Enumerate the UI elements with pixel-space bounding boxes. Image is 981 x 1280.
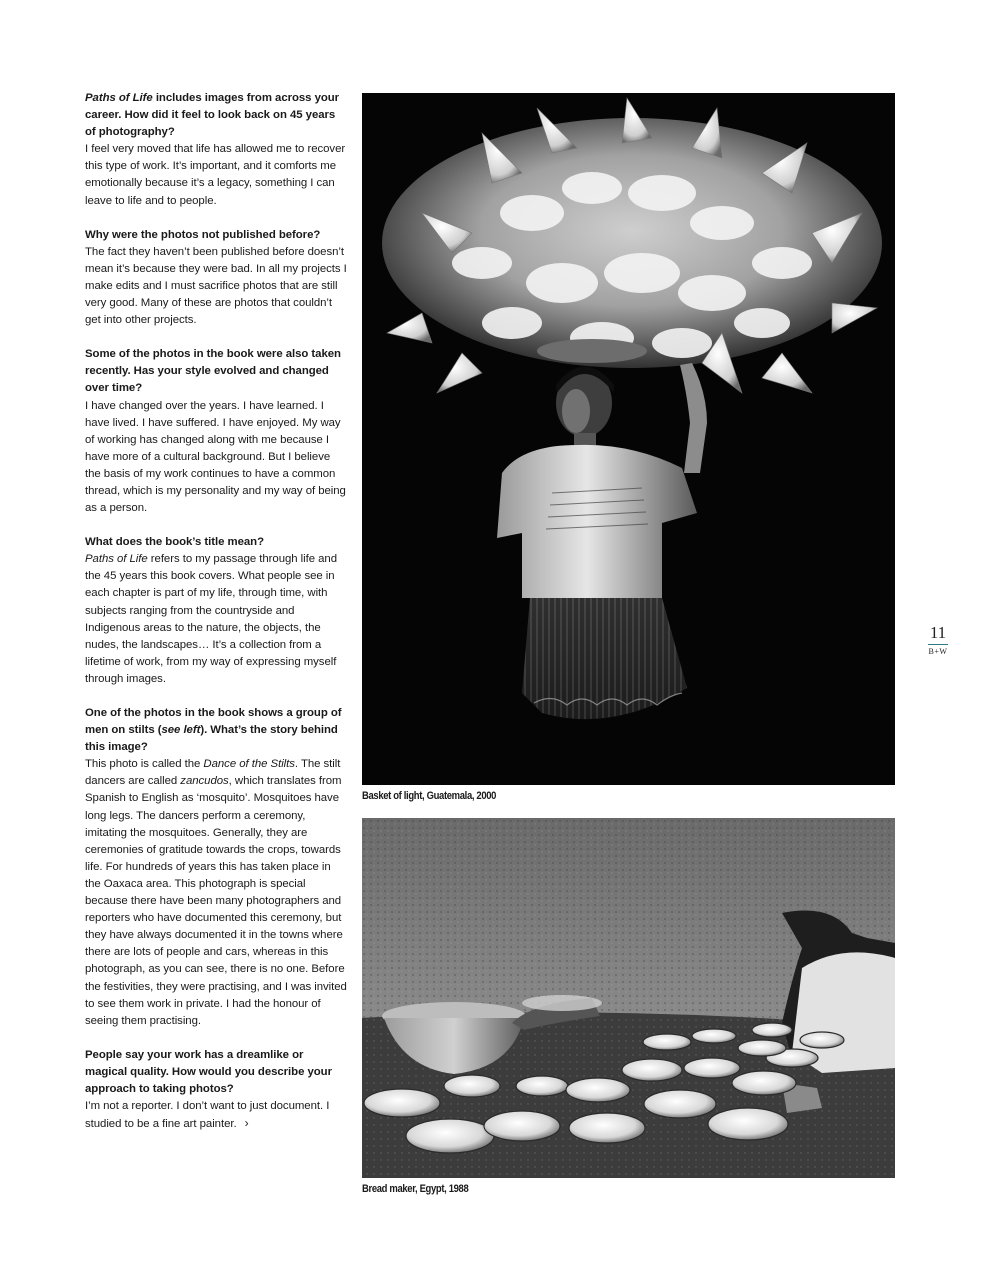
qa-block-2 <box>85 227 347 330</box>
photo-caption-bottom: Bread maker, Egypt, 1988 <box>362 1183 469 1195</box>
page-number: 11 <box>929 623 947 642</box>
article-body <box>85 90 347 1150</box>
answer: I feel very moved that life has allowed me to recover this type of work. It’s important, and it comforts me emotionally because it’s a legacy, something I can leave to life and to people. <box>85 143 346 207</box>
qa-block-6 <box>85 1047 347 1133</box>
qa-block-3 <box>85 346 347 517</box>
continue-arrow-icon: › <box>244 1116 249 1131</box>
magazine-mark: B+W <box>928 647 948 656</box>
photo-basket-of-light <box>362 93 895 785</box>
question: Paths of Life includes images from across your career. How did it feel to look back on 45 years of photography? <box>85 92 340 139</box>
photo-bread-illustration <box>362 818 895 1178</box>
answer: Paths of Life refers to my passage through life and the 45 years this book covers. What people see in each chapter is part of my life, through time, with subjects ranging from the countryside and Indigenous areas to the nature, the objects, the nudes, the landscapes… It’s a collection from a lifetime of work, from my way of expressing myself through images. <box>85 553 337 685</box>
photo-caption-top: Basket of light, Guatemala, 2000 <box>362 790 497 802</box>
question: What does the book’s title mean? <box>85 536 264 549</box>
photo-basket-illustration <box>362 93 895 785</box>
answer: I’m not a reporter. I don’t want to just document. I studied to be a fine art painter. › <box>85 1100 330 1131</box>
page-folio <box>922 624 954 657</box>
qa-block-1 <box>85 90 347 210</box>
photo-bread-maker <box>362 818 895 1178</box>
question: Some of the photos in the book were also taken recently. Has your style evolved and changed over time? <box>85 348 341 395</box>
question: One of the photos in the book shows a group of men on stilts (see left). What’s the story behind this image? <box>85 707 342 754</box>
question: People say your work has a dreamlike or magical quality. How would you describe your approach to taking photos? <box>85 1048 332 1095</box>
folio-rule <box>928 644 948 645</box>
qa-block-5 <box>85 705 347 1030</box>
answer: This photo is called the Dance of the Stilts. The stilt dancers are called zancudos, which translates from Spanish to English as ‘mosquito’. Mosquitoes have long legs. The dancers perform a ceremony, imitating the mosquitoes. Generally, they are ceremonies of gratitude towards the crops, towards life. For hundreds of years this has taken place in the Oaxaca area. This photograph is special because there have been many photographers and reporters who have documented this ceremony, but they have always documented it in the towns where there are lots of people and cars, whereas in this photograph, as you can see, there is no one. Before the festivities, they were practising, and I was invited to see them work in private. I had the honour of seeing them practising. <box>85 758 347 1027</box>
answer: The fact they haven’t been published before doesn’t mean it’s because they were bad. In all my projects I make edits and I must sacrifice photos that are still very good. Many of these are photos that couldn’t get into other projects. <box>85 245 347 327</box>
question: Why were the photos not published before? <box>85 228 321 241</box>
answer: I have changed over the years. I have learned. I have lived. I have suffered. I have enjoyed. My way of working has changed along with me because I have more of a cultural background. But I believe the basis of my work continues to have a common thread, which is my personality and my way of being as a person. <box>85 399 346 515</box>
qa-block-4 <box>85 534 347 688</box>
